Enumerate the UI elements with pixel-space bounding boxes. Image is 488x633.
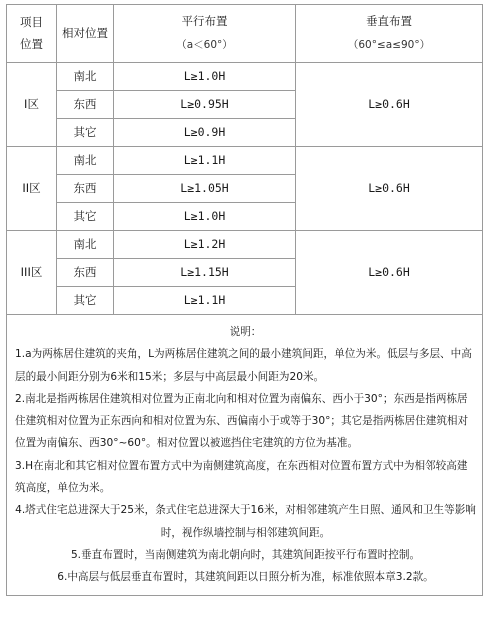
parallel-value-cell: L≥1.15H [114, 259, 296, 287]
note-item: 2.南北是指两栋居住建筑相对位置为正南北向和相对位置为南偏东、西小于30°；东西是指两栋居住建筑相对位置为正东西向和相对位置为东、西偏南小于或等于30°；其它是指两栋居住建筑相对位置为南偏东、西30°~60°。相对位置以被遮挡住宅建筑的方位为基准。 [15, 392, 469, 450]
header-row [7, 5, 483, 63]
note-item: 4.塔式住宅总进深大于25米，条式住宅总进深大于16米，对相邻建筑产生日照、通风和卫生等影响时，视作纵墙控制与相邻建筑间距。 [15, 504, 476, 539]
note-item: 3.H在南北和其它相对位置布置方式中为南侧建筑高度，在东西相对位置布置方式中为相邻较高建筑高度，单位为米。 [15, 459, 468, 495]
parallel-value-cell: L≥1.2H [114, 231, 296, 259]
vertical-value-cell: L≥0.6H [296, 63, 483, 147]
vertical-value-cell: L≥0.6H [296, 231, 483, 315]
position-cell: 南北 [57, 147, 114, 175]
position-cell: 其它 [57, 203, 114, 231]
parallel-value-cell: L≥1.0H [114, 203, 296, 231]
header-zone-position: 项目 位置 [7, 5, 57, 63]
position-cell: 其它 [57, 119, 114, 147]
zone-name-cell: I区 [7, 63, 57, 147]
table-row [7, 147, 483, 175]
notes-title: 说明： [229, 326, 262, 338]
parallel-value-cell: L≥0.9H [114, 119, 296, 147]
zone-name-cell: III区 [7, 231, 57, 315]
notes-row [7, 315, 483, 596]
parallel-value-cell: L≥1.0H [114, 63, 296, 91]
position-cell: 南北 [57, 231, 114, 259]
building-spacing-table [6, 4, 483, 596]
note-item: 5.垂直布置时，当南侧建筑为南北朝向时，其建筑间距按平行布置时控制。 [70, 548, 421, 561]
spacing-standard-document [6, 4, 482, 626]
parallel-value-cell: L≥1.1H [114, 287, 296, 315]
zone-name-cell: II区 [7, 147, 57, 231]
position-cell: 东西 [57, 259, 114, 287]
position-cell: 东西 [57, 91, 114, 119]
note-item: 6.中高层与低层垂直布置时，其建筑间距以日照分析为准，标准依照本章3.2款。 [57, 571, 434, 584]
parallel-value-cell: L≥1.05H [114, 175, 296, 203]
position-cell: 其它 [57, 287, 114, 315]
table-row [7, 231, 483, 259]
note-item: 1.a为两栋居住建筑的夹角，L为两栋居住建筑之间的最小建筑间距，单位为米。低层与多层、中高层的最小间距分别为6米和15米；多层与中高层最小间距为20米。 [15, 348, 472, 383]
position-cell: 南北 [57, 63, 114, 91]
parallel-value-cell: L≥1.1H [114, 147, 296, 175]
header-parallel-layout: 平行布置 （a＜60°） [114, 5, 296, 63]
header-vertical-layout: 垂直布置 （60°≤a≤90°） [296, 5, 483, 63]
table-row [7, 63, 483, 91]
notes-cell [7, 315, 483, 596]
position-cell: 东西 [57, 175, 114, 203]
header-relative-position: 相对位置 [57, 5, 114, 63]
vertical-value-cell: L≥0.6H [296, 147, 483, 231]
parallel-value-cell: L≥0.95H [114, 91, 296, 119]
